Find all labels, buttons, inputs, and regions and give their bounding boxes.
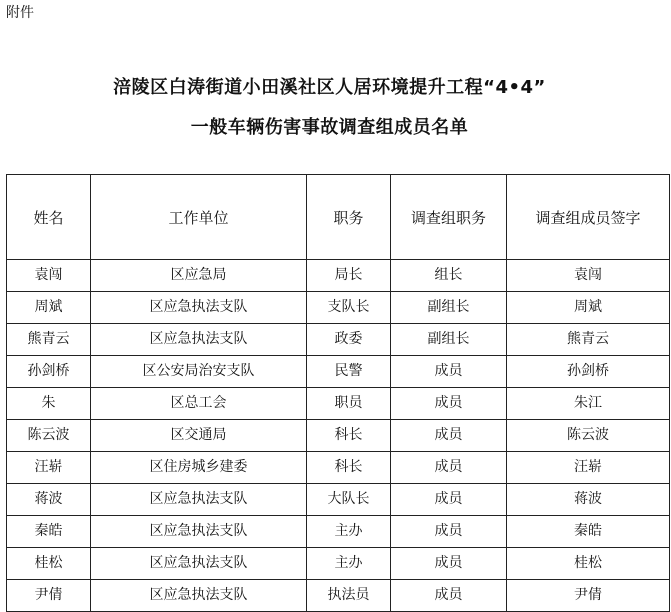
cell-signature: 袁闯 <box>507 260 670 292</box>
table-body <box>7 260 670 612</box>
table-row <box>7 388 670 420</box>
cell-signature: 尹倩 <box>507 580 670 612</box>
investigation-team-table <box>6 174 670 612</box>
attachment-label: 附件 <box>6 5 34 21</box>
cell-work-unit: 区应急执法支队 <box>91 292 307 324</box>
table-row <box>7 420 670 452</box>
cell-name: 朱 <box>7 388 91 420</box>
cell-team-role: 成员 <box>391 548 507 580</box>
cell-name: 陈云波 <box>7 420 91 452</box>
cell-team-role: 组长 <box>391 260 507 292</box>
table-row <box>7 324 670 356</box>
cell-signature: 蒋波 <box>507 484 670 516</box>
table-header-row <box>7 175 670 260</box>
table-row <box>7 484 670 516</box>
cell-name: 熊青云 <box>7 324 91 356</box>
table-row <box>7 452 670 484</box>
cell-work-unit: 区总工会 <box>91 388 307 420</box>
cell-work-unit: 区交通局 <box>91 420 307 452</box>
cell-team-role: 成员 <box>391 388 507 420</box>
cell-team-role: 成员 <box>391 580 507 612</box>
table-row <box>7 356 670 388</box>
cell-signature: 周斌 <box>507 292 670 324</box>
header-work-unit: 工作单位 <box>91 175 307 260</box>
cell-signature: 熊青云 <box>507 324 670 356</box>
cell-position: 局长 <box>307 260 391 292</box>
cell-team-role: 副组长 <box>391 292 507 324</box>
document-title-line2: 一般车辆伤害事故调查组成员名单 <box>190 117 469 138</box>
cell-position: 科长 <box>307 420 391 452</box>
header-team-role: 调查组职务 <box>391 175 507 260</box>
cell-signature: 陈云波 <box>507 420 670 452</box>
cell-work-unit: 区应急局 <box>91 260 307 292</box>
cell-position: 大队长 <box>307 484 391 516</box>
cell-work-unit: 区应急执法支队 <box>91 580 307 612</box>
cell-position: 职员 <box>307 388 391 420</box>
cell-work-unit: 区应急执法支队 <box>91 516 307 548</box>
cell-position: 执法员 <box>307 580 391 612</box>
cell-position: 主办 <box>307 548 391 580</box>
cell-name: 蒋波 <box>7 484 91 516</box>
cell-team-role: 成员 <box>391 420 507 452</box>
cell-team-role: 成员 <box>391 516 507 548</box>
header-position: 职务 <box>307 175 391 260</box>
table-row <box>7 580 670 612</box>
header-name: 姓名 <box>7 175 91 260</box>
cell-position: 主办 <box>307 516 391 548</box>
cell-work-unit: 区应急执法支队 <box>91 548 307 580</box>
cell-team-role: 成员 <box>391 452 507 484</box>
cell-work-unit: 区应急执法支队 <box>91 324 307 356</box>
cell-position: 支队长 <box>307 292 391 324</box>
cell-signature: 桂松 <box>507 548 670 580</box>
cell-signature: 朱江 <box>507 388 670 420</box>
document-title-line1: 涪陵区白涛街道小田溪社区人居环境提升工程“4•4” <box>113 77 546 98</box>
cell-name: 桂松 <box>7 548 91 580</box>
cell-team-role: 成员 <box>391 484 507 516</box>
table-row <box>7 292 670 324</box>
cell-name: 孙剑桥 <box>7 356 91 388</box>
cell-signature: 孙剑桥 <box>507 356 670 388</box>
header-signature: 调查组成员签字 <box>507 175 670 260</box>
cell-signature: 秦皓 <box>507 516 670 548</box>
cell-name: 尹倩 <box>7 580 91 612</box>
table-edge-mark <box>669 290 670 322</box>
table-row <box>7 548 670 580</box>
cell-team-role: 副组长 <box>391 324 507 356</box>
cell-name: 袁闯 <box>7 260 91 292</box>
cell-work-unit: 区住房城乡建委 <box>91 452 307 484</box>
cell-work-unit: 区应急执法支队 <box>91 484 307 516</box>
table-row <box>7 260 670 292</box>
cell-name: 汪崭 <box>7 452 91 484</box>
cell-position: 政委 <box>307 324 391 356</box>
cell-position: 科长 <box>307 452 391 484</box>
cell-team-role: 成员 <box>391 356 507 388</box>
cell-name: 秦皓 <box>7 516 91 548</box>
cell-work-unit: 区公安局治安支队 <box>91 356 307 388</box>
cell-position: 民警 <box>307 356 391 388</box>
cell-name: 周斌 <box>7 292 91 324</box>
cell-signature: 汪崭 <box>507 452 670 484</box>
table-row <box>7 516 670 548</box>
